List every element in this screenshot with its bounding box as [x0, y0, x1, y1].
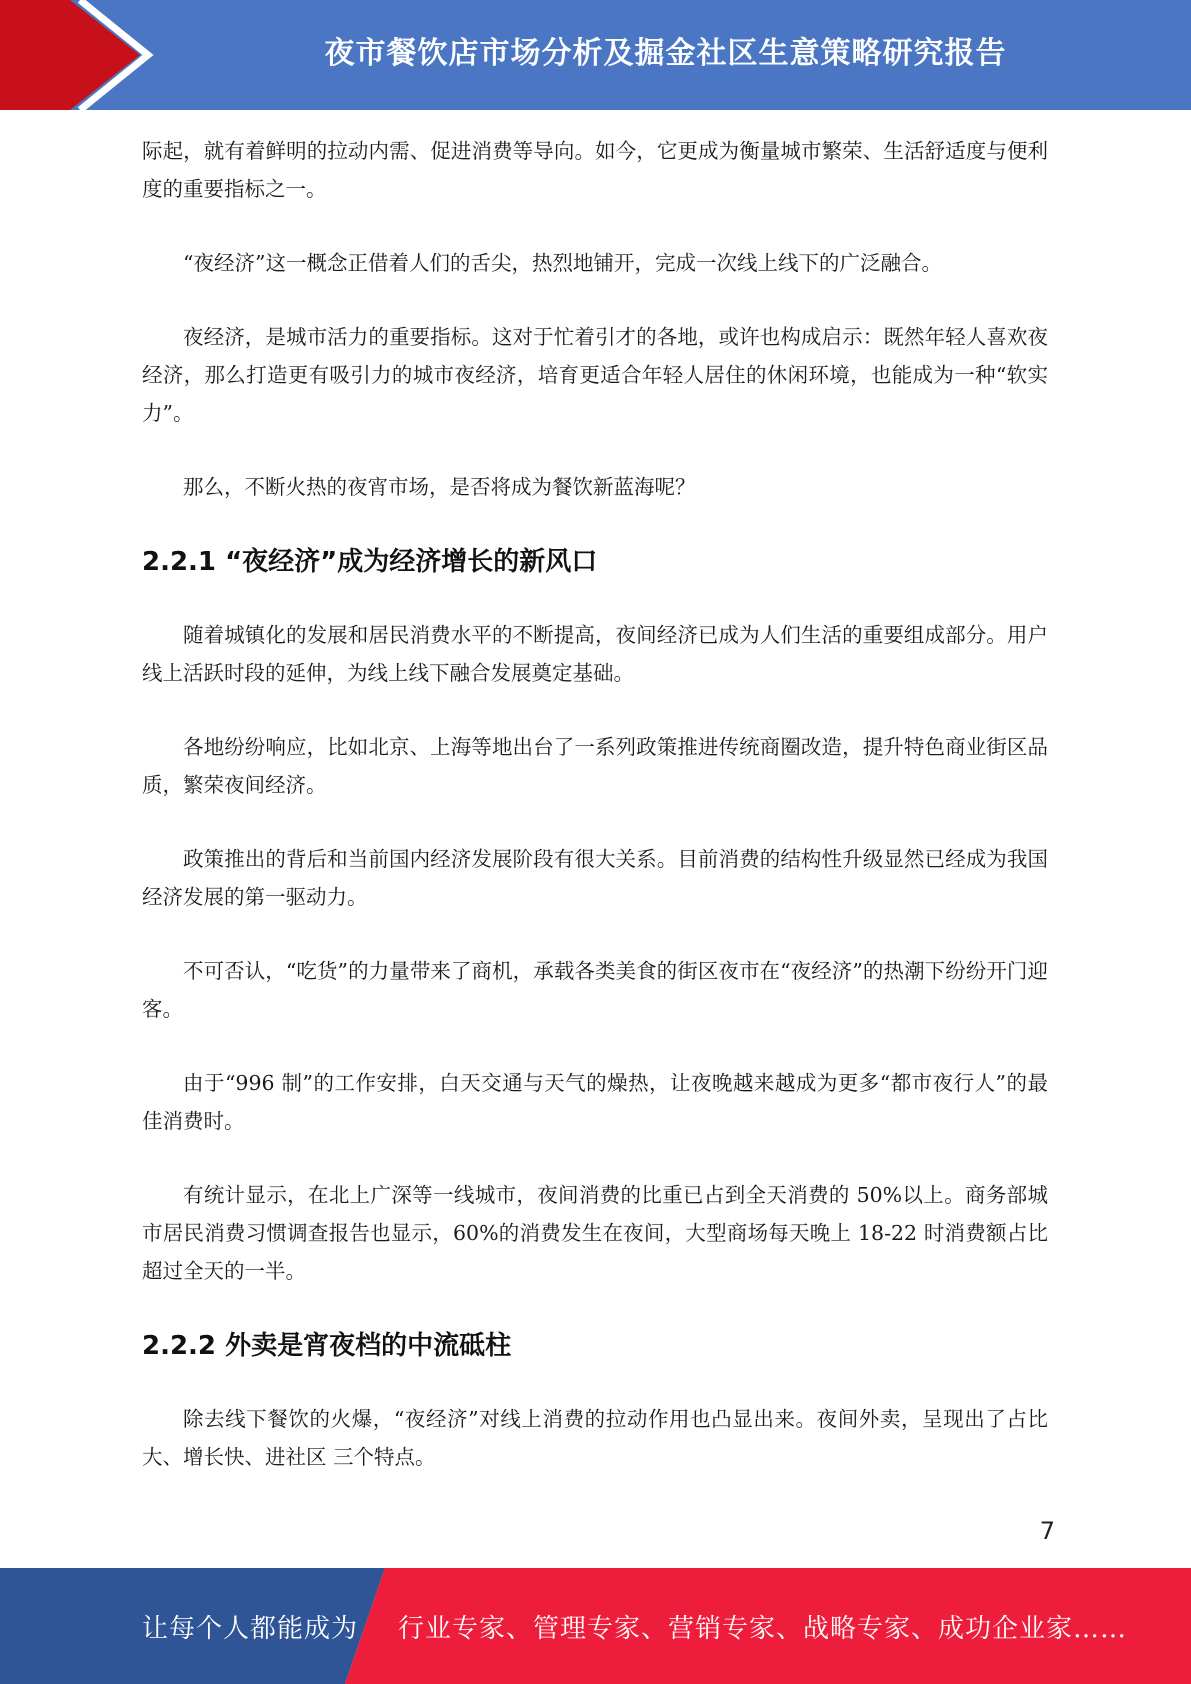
page-number: 7: [1039, 1517, 1055, 1545]
body-paragraph: 那么，不断火热的夜宵市场，是否将成为餐饮新蓝海呢？: [183, 475, 696, 499]
header-arrow-decoration: [0, 0, 160, 110]
body-paragraph: 随着城镇化的发展和居民消费水平的不断提高，夜间经济已成为人们生活的重要组成部分。用户线上活跃时段的延伸，为线上线下融合发展奠定基础。: [142, 623, 1048, 685]
header-arrow-red-shape: [0, 0, 140, 110]
body-paragraph: 有统计显示，在北上广深等一线城市，夜间消费的比重已占到全天消费的 50%以上。商务部城市居民消费习惯调查报告也显示，60%的消费发生在夜间，大型商场每天晚上 18-22 时消费额占比超过全天的一半。: [142, 1183, 1048, 1283]
body-paragraph: 不可否认，“吃货”的力量带来了商机，承载各类美食的街区夜市在“夜经济”的热潮下纷纷开门迎客。: [142, 959, 1048, 1021]
section-heading: 2.2.1 “夜经济”成为经济增长的新风口: [142, 547, 598, 577]
page-header: [0, 0, 1191, 110]
document-title: 夜市餐饮店市场分析及掘金社区生意策略研究报告: [324, 36, 1007, 71]
document-body: [142, 132, 1048, 1512]
body-paragraph: 际起，就有着鲜明的拉动内需、促进消费等导向。如今，它更成为衡量城市繁荣、生活舒适度与便利度的重要指标之一。: [142, 139, 1048, 201]
body-paragraph: “夜经济”这一概念正借着人们的舌尖，热烈地铺开，完成一次线上线下的广泛融合。: [183, 251, 942, 275]
footer-slogan-right: 行业专家、管理专家、营销专家、战略专家、成功企业家……: [398, 1613, 1128, 1644]
body-paragraph: 由于“996 制”的工作安排，白天交通与天气的燥热，让夜晚越来越成为更多“都市夜行人”的最佳消费时。: [142, 1071, 1048, 1133]
section-heading: 2.2.2 外卖是宵夜档的中流砥柱: [142, 1331, 512, 1361]
page-footer: [0, 1568, 1191, 1684]
body-paragraph: 夜经济，是城市活力的重要指标。这对于忙着引才的各地，或许也构成启示：既然年轻人喜欢夜经济，那么打造更有吸引力的城市夜经济，培育更适合年轻人居住的休闲环境，也能成为一种“软实力”。: [142, 325, 1048, 425]
footer-slogan-left: 让每个人都能成为: [142, 1613, 359, 1644]
body-paragraph: 各地纷纷响应，比如北京、上海等地出台了一系列政策推进传统商圈改造，提升特色商业街区品质，繁荣夜间经济。: [142, 735, 1048, 797]
body-paragraph: 政策推出的背后和当前国内经济发展阶段有很大关系。目前消费的结构性升级显然已经成为我国经济发展的第一驱动力。: [142, 847, 1048, 909]
body-paragraph: 除去线下餐饮的火爆，“夜经济”对线上消费的拉动作用也凸显出来。夜间外卖，呈现出了占比大、增长快、进社区 三个特点。: [142, 1407, 1048, 1469]
